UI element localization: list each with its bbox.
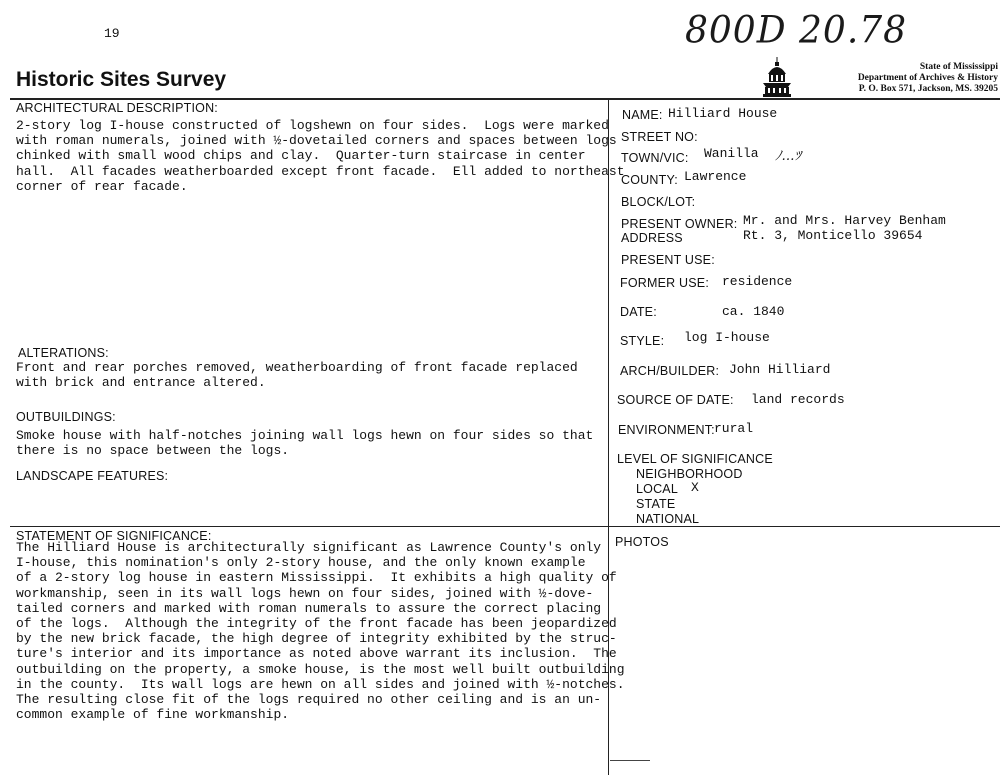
style-label: STYLE: bbox=[620, 334, 665, 348]
agency-department: Department of Archives & History bbox=[857, 73, 998, 83]
arch-builder-value: John Hilliard bbox=[729, 362, 831, 377]
owner-value: Mr. and Mrs. Harvey Benham bbox=[743, 213, 946, 228]
national-label: NATIONAL bbox=[636, 512, 700, 526]
significance-label: STATEMENT OF SIGNIFICANCE: bbox=[16, 529, 212, 543]
local-label: LOCAL bbox=[636, 482, 678, 496]
town-label: TOWN/VIC: bbox=[621, 151, 689, 165]
style-value: log I-house bbox=[684, 330, 770, 345]
environment-label: ENVIRONMENT: bbox=[618, 423, 715, 437]
significance-text: The Hilliard House is architecturally significant as Lawrence County's only I-house, this nomination's only 2-story house, and the only known example of a 2-story log house in eastern Mississippi. It exhibits a high quality of workmanship, seen in its wall logs hewn on four sides, joined with ½-dove- tailed corners and marked with roman numerals to assure the correct placing of the logs. Although the integrity of the front facade has been jeopardized by the new brick facade, the high degree of integrity exhibited by the struc- ture's interior and its importance as noted above warrant its inclusion. The outbuilding on the property, a smoke house, is the most well built outbuilding in the county. Its wall logs are hewn on all sides and joined with ½-notches. The resulting close fit of the logs required no other ceiling and is an un- common example of fine workmanship. bbox=[16, 540, 625, 723]
architectural-description-text: 2-story log I-house constructed of logshewn on four sides. Logs were marked with roman numerals, joined with ½-dovetailed corners and spaces between logs chinked with small wood chips and clay. Quarter-turn staircase in center hall. All facades weatherboarded except front facade. Ell added to northeast corner of rear facade. bbox=[16, 118, 625, 194]
former-use-value: residence bbox=[722, 274, 793, 289]
environment-value: rural bbox=[714, 421, 754, 436]
alterations-text: Front and rear porches removed, weatherboarding of front facade replaced with brick and entrance altered. bbox=[16, 360, 578, 391]
agency-address: P. O. Box 571, Jackson, MS. 39205 bbox=[858, 84, 998, 94]
former-use-label: FORMER USE: bbox=[620, 276, 710, 290]
address-label: ADDRESS bbox=[621, 231, 683, 245]
level-of-significance-label: LEVEL OF SIGNIFICANCE bbox=[617, 452, 773, 466]
outbuildings-label: OUTBUILDINGS: bbox=[16, 410, 116, 424]
source-of-date-label: SOURCE OF DATE: bbox=[617, 393, 734, 407]
street-no-label: STREET NO: bbox=[621, 130, 698, 144]
agency-block bbox=[810, 62, 998, 95]
present-use-label: PRESENT USE: bbox=[621, 253, 715, 267]
local-mark: X bbox=[691, 480, 699, 495]
footer-fragment bbox=[610, 760, 650, 761]
photos-label: PHOTOS bbox=[615, 535, 669, 549]
date-label: DATE: bbox=[620, 305, 657, 319]
source-of-date-value: land records bbox=[751, 392, 845, 407]
page-number: 19 bbox=[104, 26, 120, 41]
date-value: ca. 1840 bbox=[722, 304, 785, 319]
handwritten-catalog-number: 800D 20.78 bbox=[685, 8, 908, 53]
agency-state: State of Mississippi bbox=[919, 62, 998, 72]
outbuildings-text: Smoke house with half-notches joining wall logs hewn on four sides so that there is no space between the logs. bbox=[16, 428, 594, 459]
name-label: NAME: bbox=[622, 108, 663, 122]
section-divider bbox=[10, 526, 1000, 527]
arch-builder-label: ARCH/BUILDER: bbox=[620, 364, 720, 378]
town-value: Wanilla bbox=[704, 146, 759, 161]
address-value: Rt. 3, Monticello 39654 bbox=[743, 228, 923, 243]
county-label: COUNTY: bbox=[621, 173, 678, 187]
county-value: Lawrence bbox=[684, 169, 747, 184]
architectural-description-label: ARCHITECTURAL DESCRIPTION: bbox=[16, 101, 218, 115]
owner-label: PRESENT OWNER: bbox=[621, 217, 738, 231]
block-lot-label: BLOCK/LOT: bbox=[621, 195, 696, 209]
state-label: STATE bbox=[636, 497, 676, 511]
handwritten-annotation-icon: ﾉ…ﾂ bbox=[775, 149, 801, 164]
neighborhood-label: NEIGHBORHOOD bbox=[636, 467, 743, 481]
alterations-label: ALTERATIONS: bbox=[18, 346, 109, 360]
top-border bbox=[10, 98, 1000, 100]
capitol-seal-icon bbox=[762, 56, 792, 98]
survey-title: Historic Sites Survey bbox=[16, 68, 227, 91]
name-value: Hilliard House bbox=[668, 106, 778, 121]
landscape-features-label: LANDSCAPE FEATURES: bbox=[16, 469, 169, 483]
